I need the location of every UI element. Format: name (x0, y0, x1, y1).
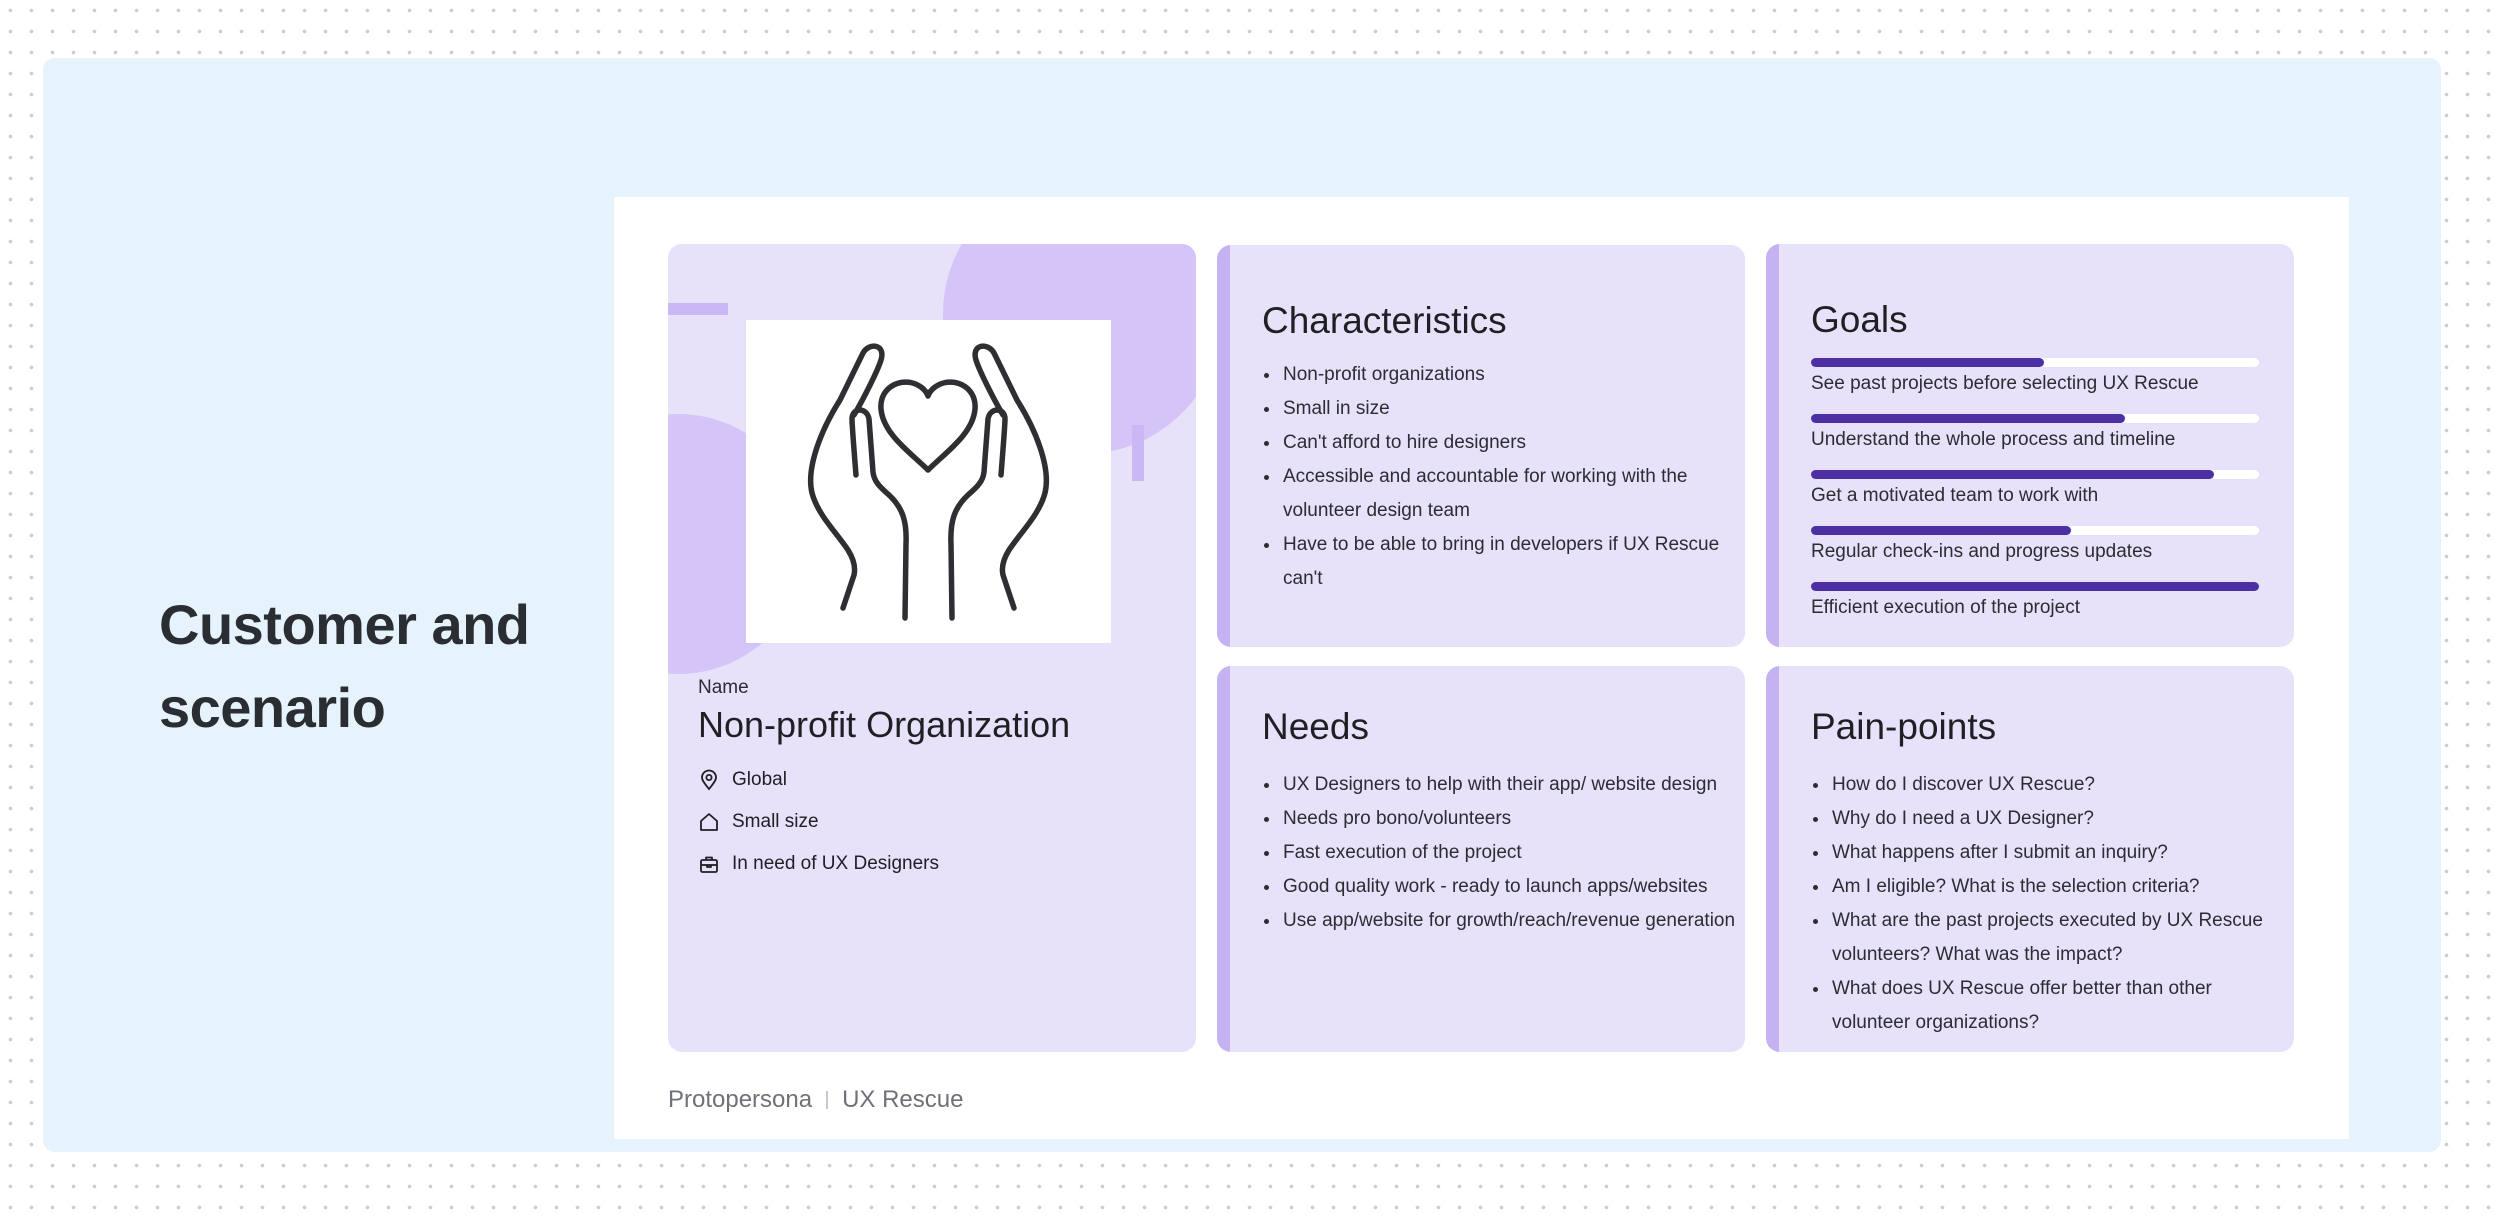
attribute-text: In need of UX Designers (732, 853, 940, 874)
goals-card (1766, 244, 2294, 647)
needs-card (1217, 666, 1745, 1052)
list-item: • Am I eligible? What is the selection criteria? (1830, 870, 2292, 904)
progress-fill (1811, 470, 2214, 479)
goal-item (1811, 470, 2259, 508)
hands-holding-heart-icon (746, 320, 1111, 643)
list-item: • Why do I need a UX Designer? (1830, 802, 2292, 836)
footer (668, 1086, 963, 1114)
section-frame (43, 58, 2441, 1152)
persona-image (746, 320, 1111, 643)
progress-track (1811, 582, 2259, 591)
persona-board (614, 197, 2349, 1139)
goal-item (1811, 414, 2259, 452)
attribute-need (698, 853, 939, 875)
progress-track (1811, 526, 2259, 535)
list-item: • What are the past projects executed by UX Rescue volunteers? What was the impact? (1830, 904, 2292, 972)
attribute-text: Global (732, 769, 787, 790)
name-label: Name (698, 677, 749, 698)
progress-fill (1811, 414, 2125, 423)
list-item: • Have to be able to bring in developers if UX Rescue can't (1281, 528, 1736, 596)
progress-track (1811, 470, 2259, 479)
section-title: Customer and scenario (159, 593, 530, 739)
decor-bar (668, 303, 728, 315)
briefcase-icon (698, 853, 720, 875)
list-item: • Can't afford to hire designers (1281, 426, 1736, 460)
footer-label: Protopersona (668, 1086, 813, 1113)
decor-bar (1132, 425, 1144, 481)
goal-item (1811, 582, 2259, 620)
attribute-location (698, 769, 787, 791)
goal-label: Efficient execution of the project (1811, 597, 2080, 618)
characteristics-list (1263, 358, 1736, 596)
card-title: Pain-points (1811, 706, 1997, 747)
goal-label: Regular check-ins and progress updates (1811, 541, 2153, 562)
location-pin-icon (698, 769, 720, 791)
list-item: • How do I discover UX Rescue? (1830, 768, 2292, 802)
list-item: • Small in size (1281, 392, 1736, 426)
painpoints-list (1812, 768, 2292, 1040)
goal-label: Understand the whole process and timeline (1811, 429, 2176, 450)
list-item: • What does UX Rescue offer better than other volunteer organizations? (1830, 972, 2292, 1040)
goal-label: See past projects before selecting UX Rescue (1811, 373, 2199, 394)
card-title: Needs (1262, 706, 1369, 747)
progress-track (1811, 358, 2259, 367)
progress-fill (1811, 358, 2044, 367)
attribute-size (698, 811, 819, 833)
needs-list (1263, 768, 1736, 938)
list-item: • Fast execution of the project (1281, 836, 1736, 870)
persona-card (668, 244, 1196, 1052)
list-item: • What happens after I submit an inquiry? (1830, 836, 2292, 870)
goal-label: Get a motivated team to work with (1811, 485, 2099, 506)
list-item: • Needs pro bono/volunteers (1281, 802, 1736, 836)
attribute-text: Small size (732, 811, 819, 832)
characteristics-card (1217, 245, 1745, 647)
goal-item (1811, 358, 2259, 396)
card-title: Characteristics (1262, 300, 1507, 341)
list-item: • UX Designers to help with their app/ website design (1281, 768, 1736, 802)
footer-brand: UX Rescue (842, 1086, 964, 1113)
progress-track (1811, 414, 2259, 423)
persona-name: Non-profit Organization (698, 704, 1071, 745)
progress-fill (1811, 582, 2259, 591)
goal-item (1811, 526, 2259, 564)
home-icon (698, 811, 720, 833)
list-item: • Good quality work - ready to launch apps/websites (1281, 870, 1736, 904)
card-title: Goals (1811, 299, 1908, 340)
divider (826, 1091, 828, 1109)
progress-fill (1811, 526, 2071, 535)
list-item: • Accessible and accountable for working with the volunteer design team (1281, 460, 1736, 528)
list-item: • Use app/website for growth/reach/revenue generation (1281, 904, 1736, 938)
list-item: • Non-profit organizations (1281, 358, 1736, 392)
painpoints-card (1766, 666, 2294, 1052)
